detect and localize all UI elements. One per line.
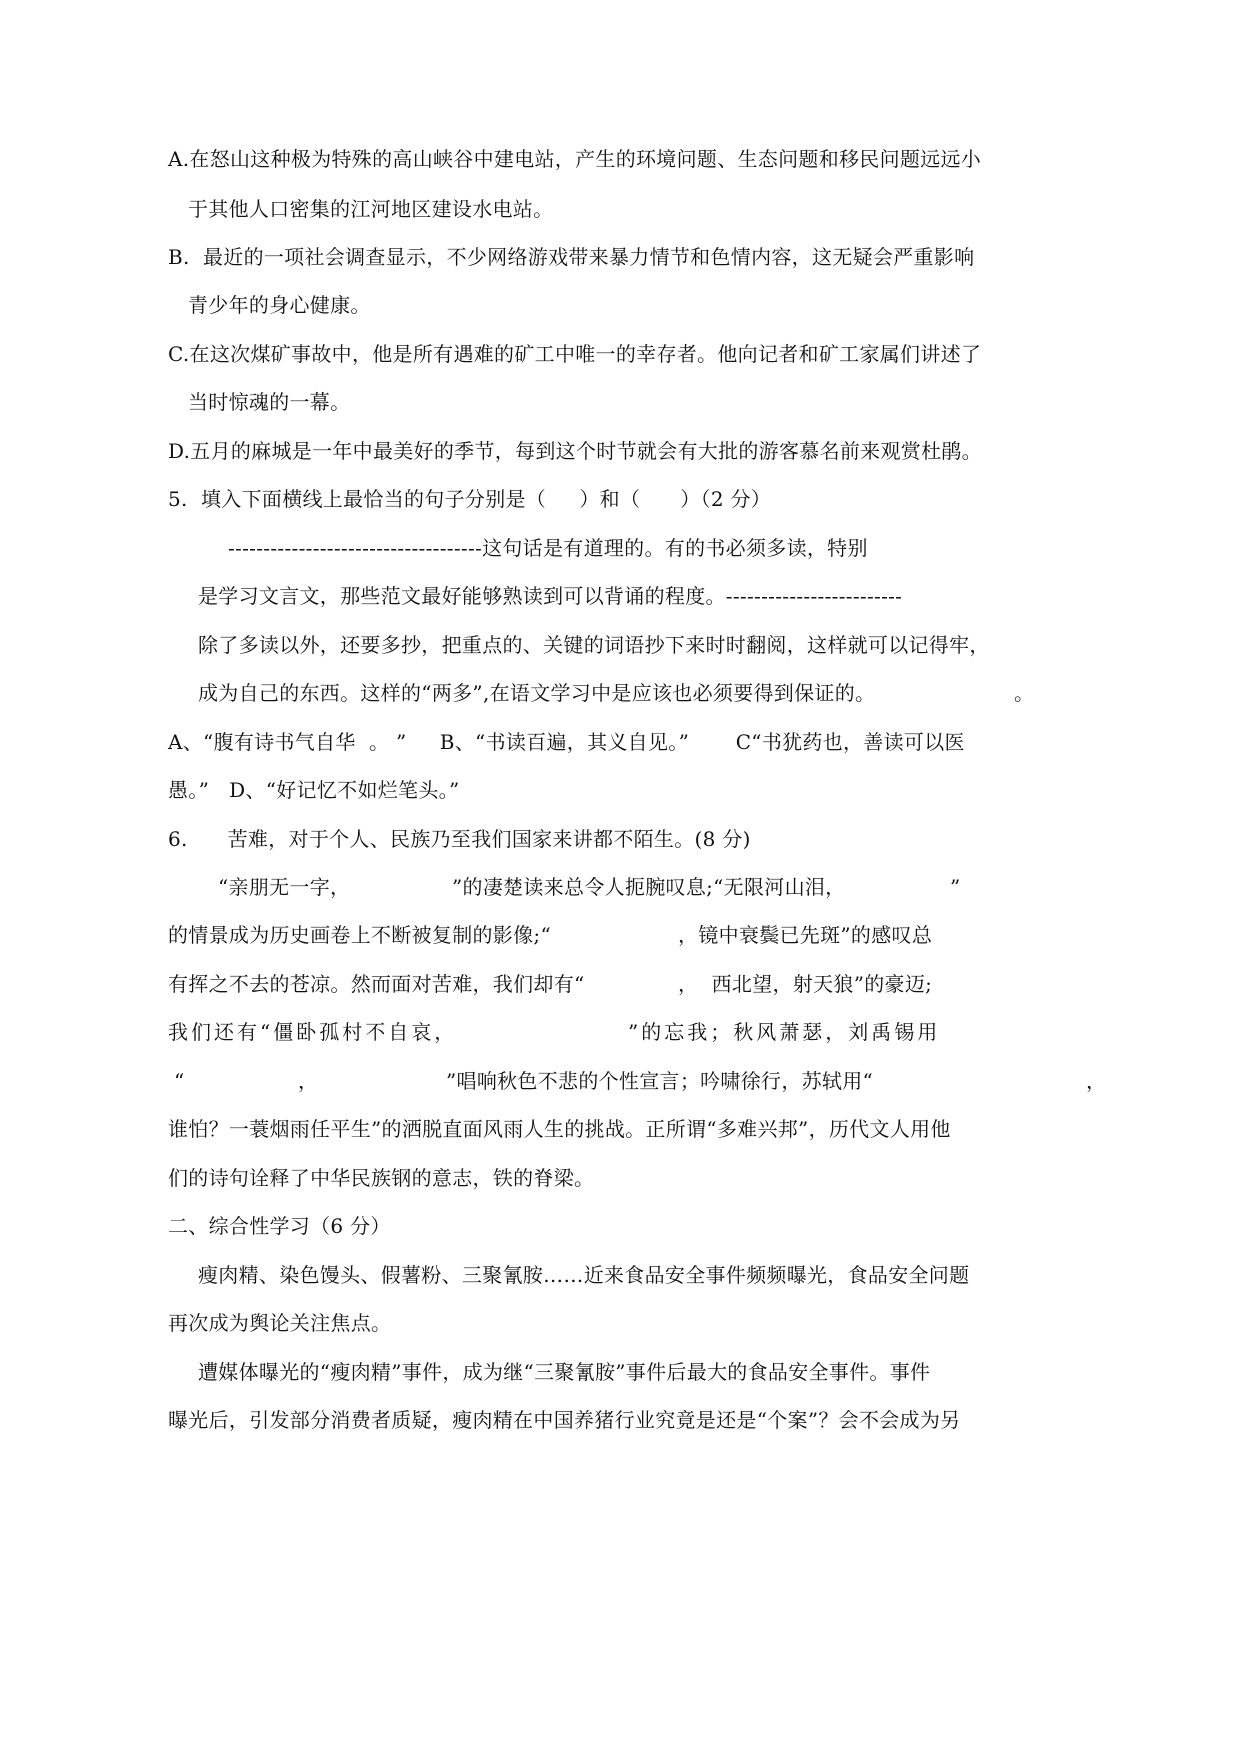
question-6-line4-b: ”的忘我；秋风萧瑟，刘禹锡用 <box>628 1020 941 1044</box>
question-6-line5-b: ， <box>298 1069 319 1093</box>
question-6-line4-a: 我们还有“僵卧孤村不自哀， <box>168 1020 458 1044</box>
question-5-options-line2: 愚。” D、“好记忆不如烂笔头。” <box>168 778 460 802</box>
question-6-line3-b: ， 西北望，射天狼”的豪迈; <box>678 972 933 996</box>
question-6-line5-d: ， <box>1086 1069 1107 1093</box>
question-6-line2-b: ，镜中衰鬓已先斑”的感叹总 <box>678 923 933 947</box>
question-6-line1-a: “亲朋无一字， <box>218 875 351 899</box>
question-6-line2-a: 的情景成为历史画卷上不断被复制的影像;“ <box>168 923 551 947</box>
question-5-options-line1: A、“腹有诗书气自华 。 ” B、“书读百遍，其义自见。” C“书犹药也，善读可以医 <box>168 730 965 754</box>
section-2-para2-line2: 曝光后，引发部分消费者质疑，瘦肉精在中国养猪行业究竟是还是“个案”？会不会成为另 <box>168 1408 961 1432</box>
option-c-line1: C.在这次煤矿事故中，他是所有遇难的矿工中唯一的幸存者。他向记者和矿工家属们讲述了 <box>168 342 982 366</box>
option-c-line2: 当时惊魂的一幕。 <box>188 390 351 414</box>
question-6-line5-a: “ <box>174 1069 185 1093</box>
question-5-passage-line2: 是学习文言文，那些范文最好能够熟读到可以背诵的程度。------------------------- <box>198 584 903 608</box>
question-6-line7: 们的诗句诠释了中华民族钢的意志，铁的脊梁。 <box>168 1166 595 1190</box>
question-6-line1-b: ”的凄楚读来总令人扼腕叹息;“无限河山泪， <box>452 875 846 899</box>
question-5-stem: 5. 填入下面横线上最恰当的句子分别是（ ）和（ ）（2 分） <box>168 487 772 511</box>
question-6-line3-a: 有挥之不去的苍凉。然而面对苦难，我们却有“ <box>168 972 585 996</box>
option-a-line1: A.在怒山这种极为特殊的高山峡谷中建电站，产生的环境问题、生态问题和移民问题远远小 <box>168 147 982 171</box>
question-5-passage-line4: 成为自己的东西。这样的“两多”,在语文学习中是应该也必须要得到保证的。 <box>198 681 876 705</box>
option-b-line1: B. 最近的一项社会调查显示，不少网络游戏带来暴力情节和色情内容，这无疑会严重影响 <box>168 245 975 269</box>
question-6-line6: 谁怕？一蓑烟雨任平生”的洒脱直面风雨人生的挑战。正所谓“多难兴邦”，历代文人用他 <box>168 1117 951 1141</box>
question-5-passage-line3: 除了多读以外，还要多抄，把重点的、关键的词语抄下来时时翻阅，这样就可以记得牢， <box>198 633 990 657</box>
section-2-heading: 二、综合性学习（6 分） <box>168 1214 391 1238</box>
option-b-line2: 青少年的身心健康。 <box>188 293 371 317</box>
question-6-stem: 6. 苦难，对于个人、民族乃至我们国家来讲都不陌生。(8 分) <box>168 827 751 851</box>
question-5-passage-end-mark: 。 <box>1014 681 1035 705</box>
question-6-line1-c: ” <box>950 875 961 899</box>
question-6-line5-c: ”唱响秋色不悲的个性宣言；吟啸徐行，苏轼用“ <box>446 1069 874 1093</box>
option-a-line2: 于其他人口密集的江河地区建设水电站。 <box>188 197 554 221</box>
section-2-para1-line1: 瘦肉精、染色馒头、假薯粉、三聚氰胺……近来食品安全事件频频曝光，食品安全问题 <box>198 1263 970 1287</box>
question-5-passage-line1: ------------------------------------这句话是有道理的。有的书必须多读，特别 <box>228 536 868 560</box>
option-d-line1: D.五月的麻城是一年中最美好的季节，每到这个时节就会有大批的游客慕名前来观赏杜鹃。 <box>168 439 982 463</box>
section-2-para2-line1: 遭媒体曝光的“瘦肉精”事件，成为继“三聚氰胺”事件后最大的食品安全事件。事件 <box>198 1360 931 1384</box>
section-2-para1-line2: 再次成为舆论关注焦点。 <box>168 1311 392 1335</box>
